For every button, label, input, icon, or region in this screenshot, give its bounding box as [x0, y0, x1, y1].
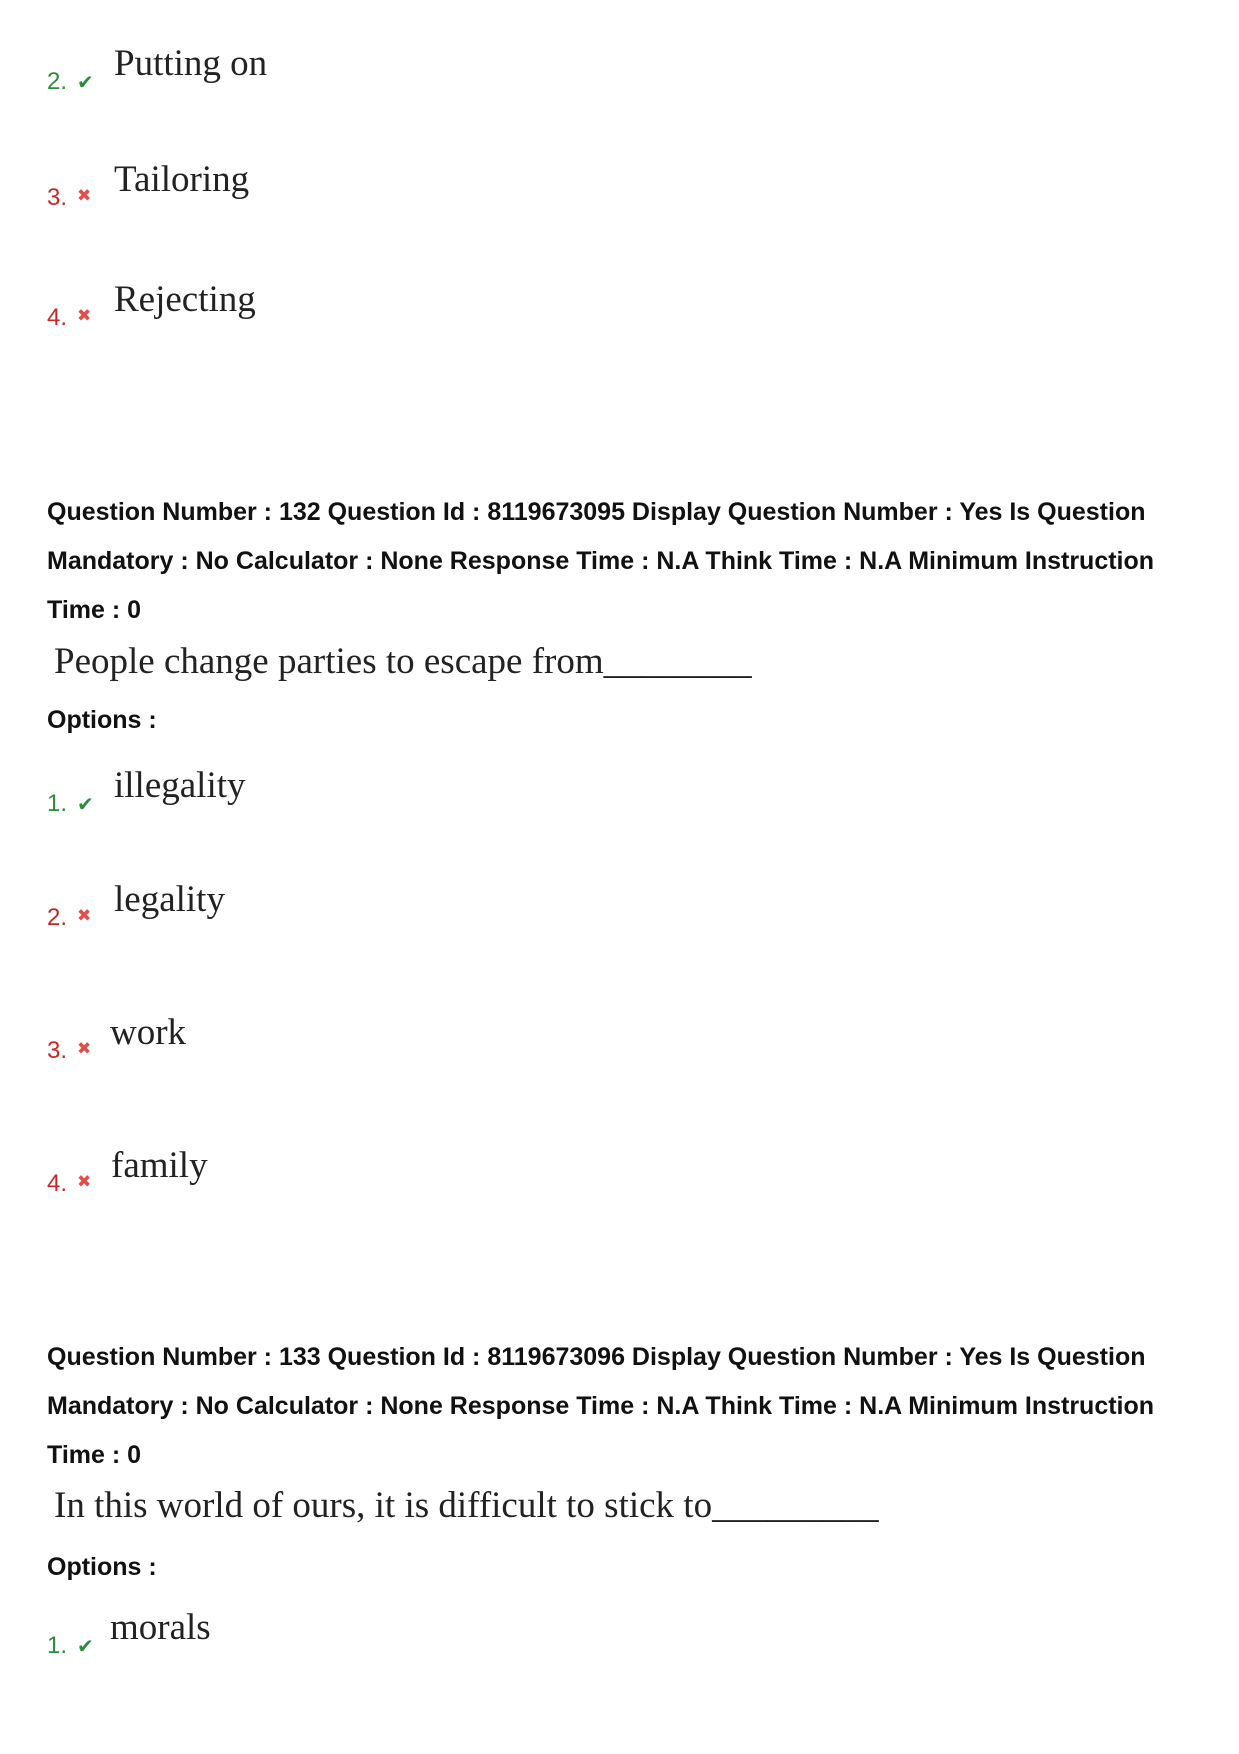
option-text: Rejecting — [114, 279, 256, 320]
option-text: Putting on — [114, 43, 268, 84]
question-text: In this world of ours, it is difficult to stick to_________ — [54, 1485, 879, 1526]
check-icon: ✔ — [77, 792, 94, 816]
question-meta-line: Question Number : 132 Question Id : 8119673095 Display Question Number : Yes Is Question — [47, 498, 1146, 526]
question-meta — [47, 1333, 1217, 1480]
option-number: 4. — [47, 304, 68, 331]
option-number: 2. — [47, 904, 68, 931]
option-number: 4. — [47, 1170, 68, 1197]
options-label: Options : — [47, 706, 157, 734]
cross-icon: ✖ — [77, 1172, 92, 1192]
question-text: People change parties to escape from________ — [54, 641, 752, 682]
option-number: 1. — [47, 790, 68, 817]
question-meta-line: Question Number : 133 Question Id : 8119673096 Display Question Number : Yes Is Question — [47, 1343, 1146, 1371]
option-text: work — [110, 1012, 187, 1053]
option-number: 3. — [47, 184, 68, 211]
question-meta-line: Time : 0 — [47, 596, 142, 624]
cross-icon: ✖ — [77, 1039, 92, 1059]
option-number: 3. — [47, 1037, 68, 1064]
option-text: legality — [114, 879, 225, 920]
option-text: morals — [110, 1607, 211, 1648]
option-text: illegality — [114, 765, 246, 806]
cross-icon: ✖ — [77, 306, 92, 326]
question-meta — [47, 488, 1217, 635]
check-icon: ✔ — [77, 1634, 94, 1658]
cross-icon: ✖ — [77, 186, 92, 206]
question-meta-line: Time : 0 — [47, 1441, 142, 1469]
question-meta-line: Mandatory : No Calculator : None Response Time : N.A Think Time : N.A Minimum Instruction — [47, 547, 1155, 575]
option-number: 1. — [47, 1632, 68, 1659]
option-text: Tailoring — [114, 159, 250, 200]
cross-icon: ✖ — [77, 906, 92, 926]
question-meta-line: Mandatory : No Calculator : None Response Time : N.A Think Time : N.A Minimum Instruction — [47, 1392, 1155, 1420]
options-label: Options : — [47, 1553, 157, 1581]
check-icon: ✔ — [77, 70, 94, 94]
option-number: 2. — [47, 68, 68, 95]
option-text: family — [111, 1145, 208, 1186]
